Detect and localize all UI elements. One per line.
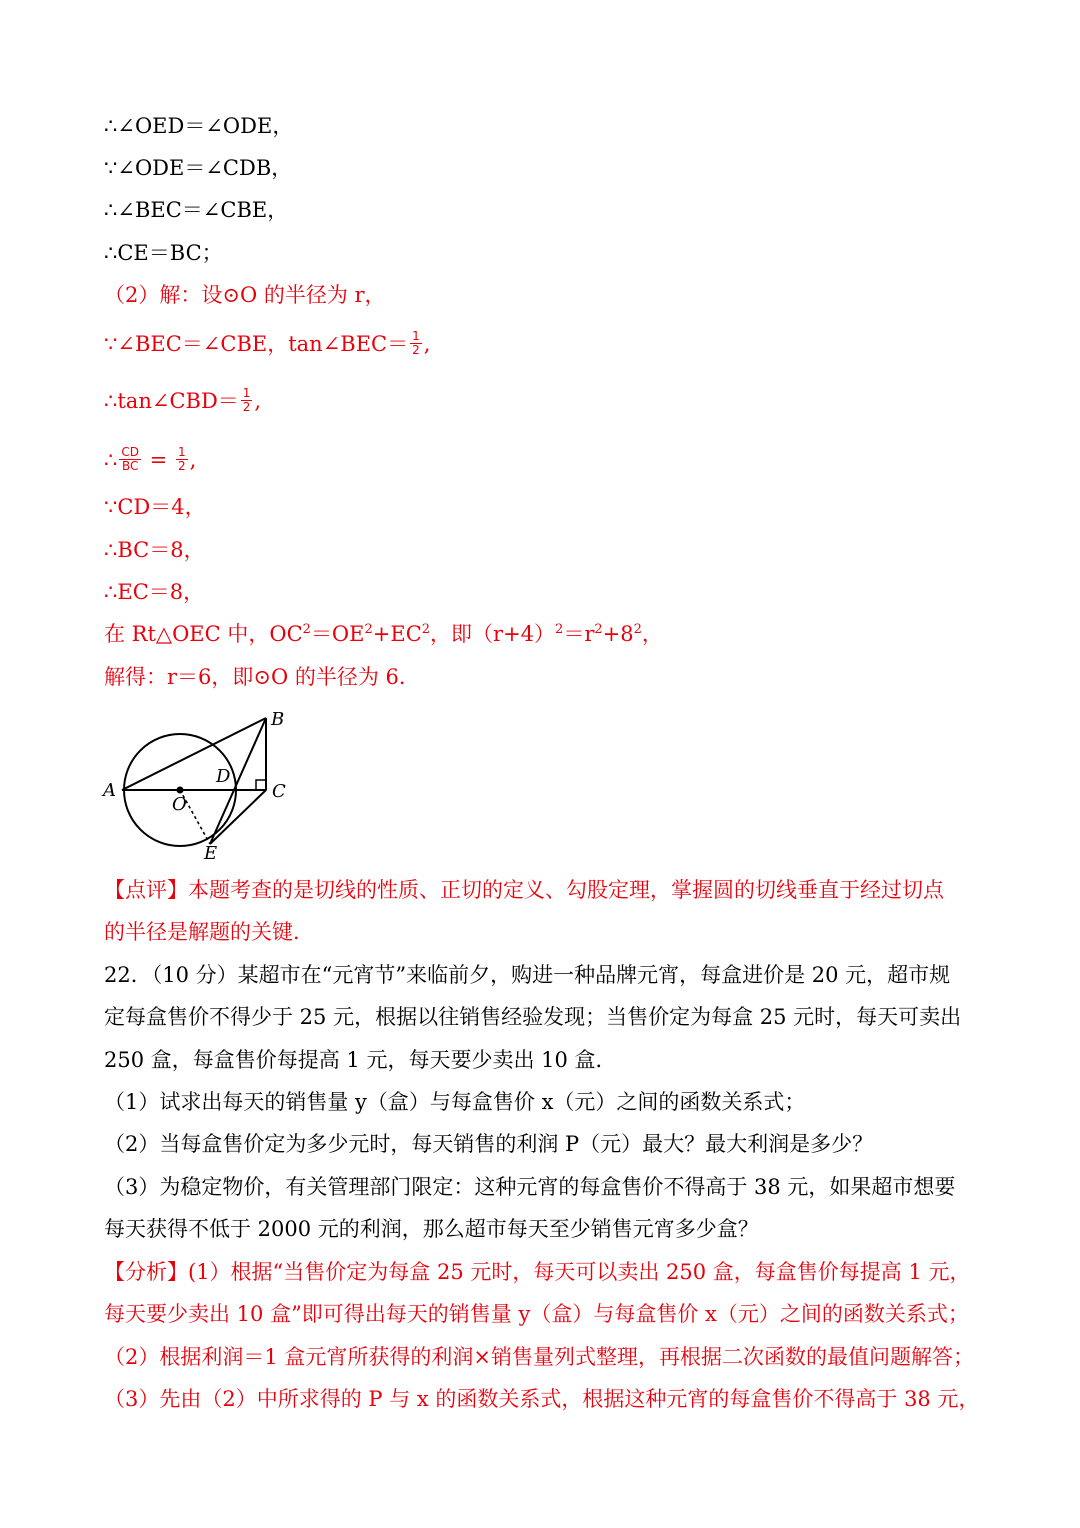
fraction bbox=[241, 387, 253, 414]
solution-text: 在 Rt△OEC 中，OC bbox=[104, 622, 303, 646]
fraction-numerator: 1 bbox=[412, 329, 420, 343]
question-22-part-1: （1）试求出每天的销售量 y（盒）与每盒售价 x（元）之间的函数关系式； bbox=[104, 1090, 806, 1114]
fraction-denominator: 2 bbox=[177, 459, 186, 473]
proof-line-2: ∵∠ODE＝∠CDB， bbox=[104, 156, 293, 180]
question-22-part-2: （2）当每盒售价定为多少元时，每天销售的利润 P（元）最大？最大利润是多少？ bbox=[104, 1132, 874, 1156]
comment-line-2: 的半径是解题的关键． bbox=[104, 920, 314, 944]
label-a: A bbox=[103, 780, 116, 801]
solution-line-5: ∵CD＝4， bbox=[104, 495, 206, 519]
superscript: 2 bbox=[594, 622, 603, 637]
fraction-numerator: CD bbox=[121, 445, 139, 459]
solution-text: ＝r bbox=[563, 622, 595, 646]
solution-text: ∴ bbox=[104, 448, 118, 472]
solution-text: , bbox=[423, 332, 431, 356]
right-angle-mark bbox=[256, 780, 266, 790]
analysis-line-2: 每天要少卖出 10 盒”即可得出每天的销售量 y（盒）与每盒售价 x（元）之间的函数关系式； bbox=[104, 1302, 969, 1326]
center-point-o bbox=[177, 787, 184, 794]
geometry-figure bbox=[100, 706, 300, 862]
superscript: 2 bbox=[555, 622, 564, 637]
solution-line-4 bbox=[104, 446, 980, 475]
solution-text: = bbox=[143, 448, 174, 472]
fraction bbox=[410, 330, 422, 357]
comment-line-1: 【点评】本题考查的是切线的性质、正切的定义、勾股定理，掌握圆的切线垂直于经过切点 bbox=[104, 878, 944, 902]
analysis-line-1: 【分析】(1）根据“当售价定为每盒 25 元时，每天可以卖出 250 盒，每盒售价每提高 1 元， bbox=[104, 1260, 971, 1284]
solution-text: , bbox=[254, 389, 262, 413]
solution-text: +8 bbox=[602, 622, 634, 646]
question-22-line-2: 定每盒售价不得少于 25 元，根据以往销售经验发现；当售价定为每盒 25 元时，每天可卖出 bbox=[104, 1005, 962, 1029]
question-22-line-3: 250 盒，每盒售价每提高 1 元，每天要少卖出 10 盒． bbox=[104, 1048, 617, 1072]
proof-line-4: ∴CE＝BC； bbox=[104, 241, 223, 265]
label-o: O bbox=[172, 794, 187, 815]
superscript: 2 bbox=[302, 622, 311, 637]
question-22-part-3-line-2: 每天获得不低于 2000 元的利润，那么超市每天至少销售元宵多少盒？ bbox=[104, 1217, 759, 1241]
analysis-line-4: （3）先由（2）中所求得的 P 与 x 的函数关系式，根据这种元宵的每盒售价不得高于 38 元， bbox=[104, 1387, 980, 1411]
superscript: 2 bbox=[633, 622, 642, 637]
label-c: C bbox=[272, 781, 286, 802]
solution-text: +EC bbox=[372, 622, 422, 646]
solution-text: ∵∠BEC＝∠CBE，tan∠BEC＝ bbox=[104, 332, 409, 356]
question-22-line-1: 22．（10 分）某超市在“元宵节”来临前夕，购进一种品牌元宵，每盒进价是 20 元，超市规 bbox=[104, 963, 951, 987]
solution-line-2 bbox=[104, 330, 980, 359]
solution-line-7: ∴EC＝8， bbox=[104, 580, 205, 604]
solution-line-8 bbox=[104, 620, 980, 648]
solution-text: ＝OE bbox=[310, 622, 365, 646]
fraction-denominator: BC bbox=[121, 459, 139, 473]
solution-line-9: 解得：r＝6，即⊙O 的半径为 6． bbox=[104, 665, 420, 689]
analysis-line-3: （2）根据利润＝1 盒元宵所获得的利润×销售量列式整理，再根据二次函数的最值问题解答； bbox=[104, 1345, 974, 1369]
proof-line-1: ∴∠OED＝∠ODE， bbox=[104, 114, 294, 138]
solution-text: ， bbox=[641, 622, 663, 646]
solution-text: , bbox=[189, 448, 197, 472]
proof-line-3: ∴∠BEC＝∠CBE， bbox=[104, 198, 289, 222]
segment-ce bbox=[210, 790, 266, 844]
label-e: E bbox=[204, 843, 218, 862]
solution-line-6: ∴BC＝8， bbox=[104, 538, 205, 562]
fraction-numerator: 1 bbox=[177, 445, 186, 459]
superscript: 2 bbox=[364, 622, 373, 637]
fraction-denominator: 2 bbox=[242, 400, 251, 414]
fraction-numerator: 1 bbox=[242, 386, 251, 400]
fraction-denominator: 2 bbox=[412, 343, 420, 357]
fraction bbox=[176, 446, 188, 473]
question-22-part-3-line-1: （3）为稳定物价，有关管理部门限定：这种元宵的每盒售价不得高于 38 元，如果超市想要 bbox=[104, 1175, 956, 1199]
segment-ab bbox=[122, 718, 266, 790]
solution-line-1: （2）解：设⊙O 的半径为 r， bbox=[104, 283, 386, 307]
solution-text: ∴tan∠CBD＝ bbox=[104, 389, 239, 413]
label-d: D bbox=[216, 766, 231, 787]
solution-text: ，即（r+4） bbox=[430, 622, 556, 646]
solution-line-3 bbox=[104, 387, 980, 416]
fraction bbox=[119, 446, 141, 473]
label-b: B bbox=[271, 709, 285, 730]
superscript: 2 bbox=[421, 622, 431, 637]
